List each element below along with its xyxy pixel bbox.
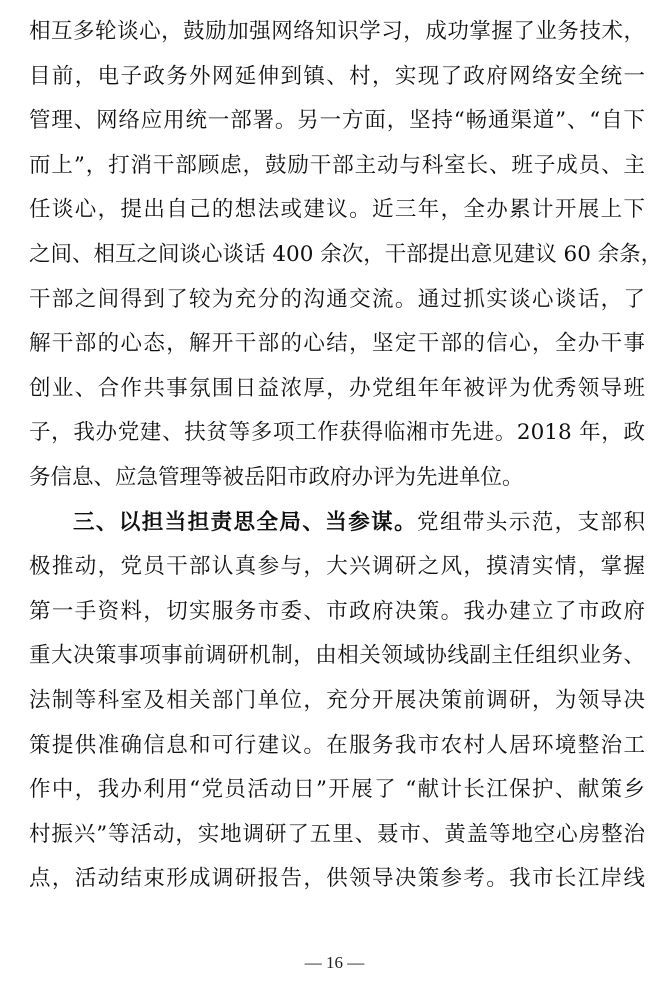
text-line: 解干部的心态，解开干部的心结，坚定干部的信心，全办干事 — [29, 331, 645, 357]
paragraph-2 — [29, 501, 645, 902]
text-line: 任谈心，提出自己的想法或建议。近三年，全办累计开展上下 — [29, 197, 645, 223]
text-line: 而上”，打消干部顾虑，鼓励干部主动与科室长、班子成员、主 — [29, 152, 645, 178]
text-line: 务信息、应急管理等被岳阳市政府办评为先进单位。 — [29, 464, 524, 490]
text-line: 法制等科室及相关部门单位，充分开展决策前调研，为领导决 — [29, 687, 645, 713]
text-line: 相互多轮谈心，鼓励加强网络知识学习，成功掌握了业务技术， — [29, 19, 645, 44]
text-line: 第一手资料，切实服务市委、市政府决策。我办建立了市政府 — [29, 598, 645, 624]
text-line: 村振兴”等活动，实地调研了五里、聂市、黄盖等地空心房整治 — [29, 821, 645, 847]
section-heading: 三、以担当担责思全局、当参谋。 — [73, 509, 418, 535]
paragraph-1 — [29, 10, 663, 501]
text-line-rest: 党组带头示范，支部积 — [417, 509, 645, 535]
text-line: 之间、相互之间谈心谈话 400 余次，干部提出意见建议 60 余条， — [29, 241, 663, 267]
text-line: 策提供准确信息和可行建议。在服务我市农村人居环境整治工 — [29, 732, 645, 758]
text-line: 管理、网络应用统一部署。另一方面，坚持“畅通渠道”、“自下 — [29, 108, 645, 134]
text-line: 点，活动结束形成调研报告，供领导决策参考。我市长江岸线 — [29, 866, 645, 892]
page-number: — 16 — — [304, 953, 365, 972]
text-line: 作中，我办利用“党员活动日”开展了 “献计长江保护、献策乡 — [29, 777, 645, 803]
text-line: 目前，电子政务外网延伸到镇、村，实现了政府网络安全统一 — [29, 63, 645, 89]
text-line: 重大决策事项事前调研机制，由相关领域协线副主任组织业务、 — [29, 643, 645, 669]
text-line: 极推动，党员干部认真参与，大兴调研之风，摸清实情，掌握 — [29, 554, 645, 580]
text-line: 子，我办党建、扶贫等多项工作获得临湘市先进。2018 年，政 — [29, 420, 645, 446]
section-heading-line — [29, 501, 645, 546]
text-line: 创业、合作共事氛围日益浓厚，办党组年年被评为优秀领导班 — [29, 375, 645, 401]
document-page — [29, 10, 663, 902]
text-line: 干部之间得到了较为充分的沟通交流。通过抓实谈心谈话，了 — [29, 286, 645, 312]
